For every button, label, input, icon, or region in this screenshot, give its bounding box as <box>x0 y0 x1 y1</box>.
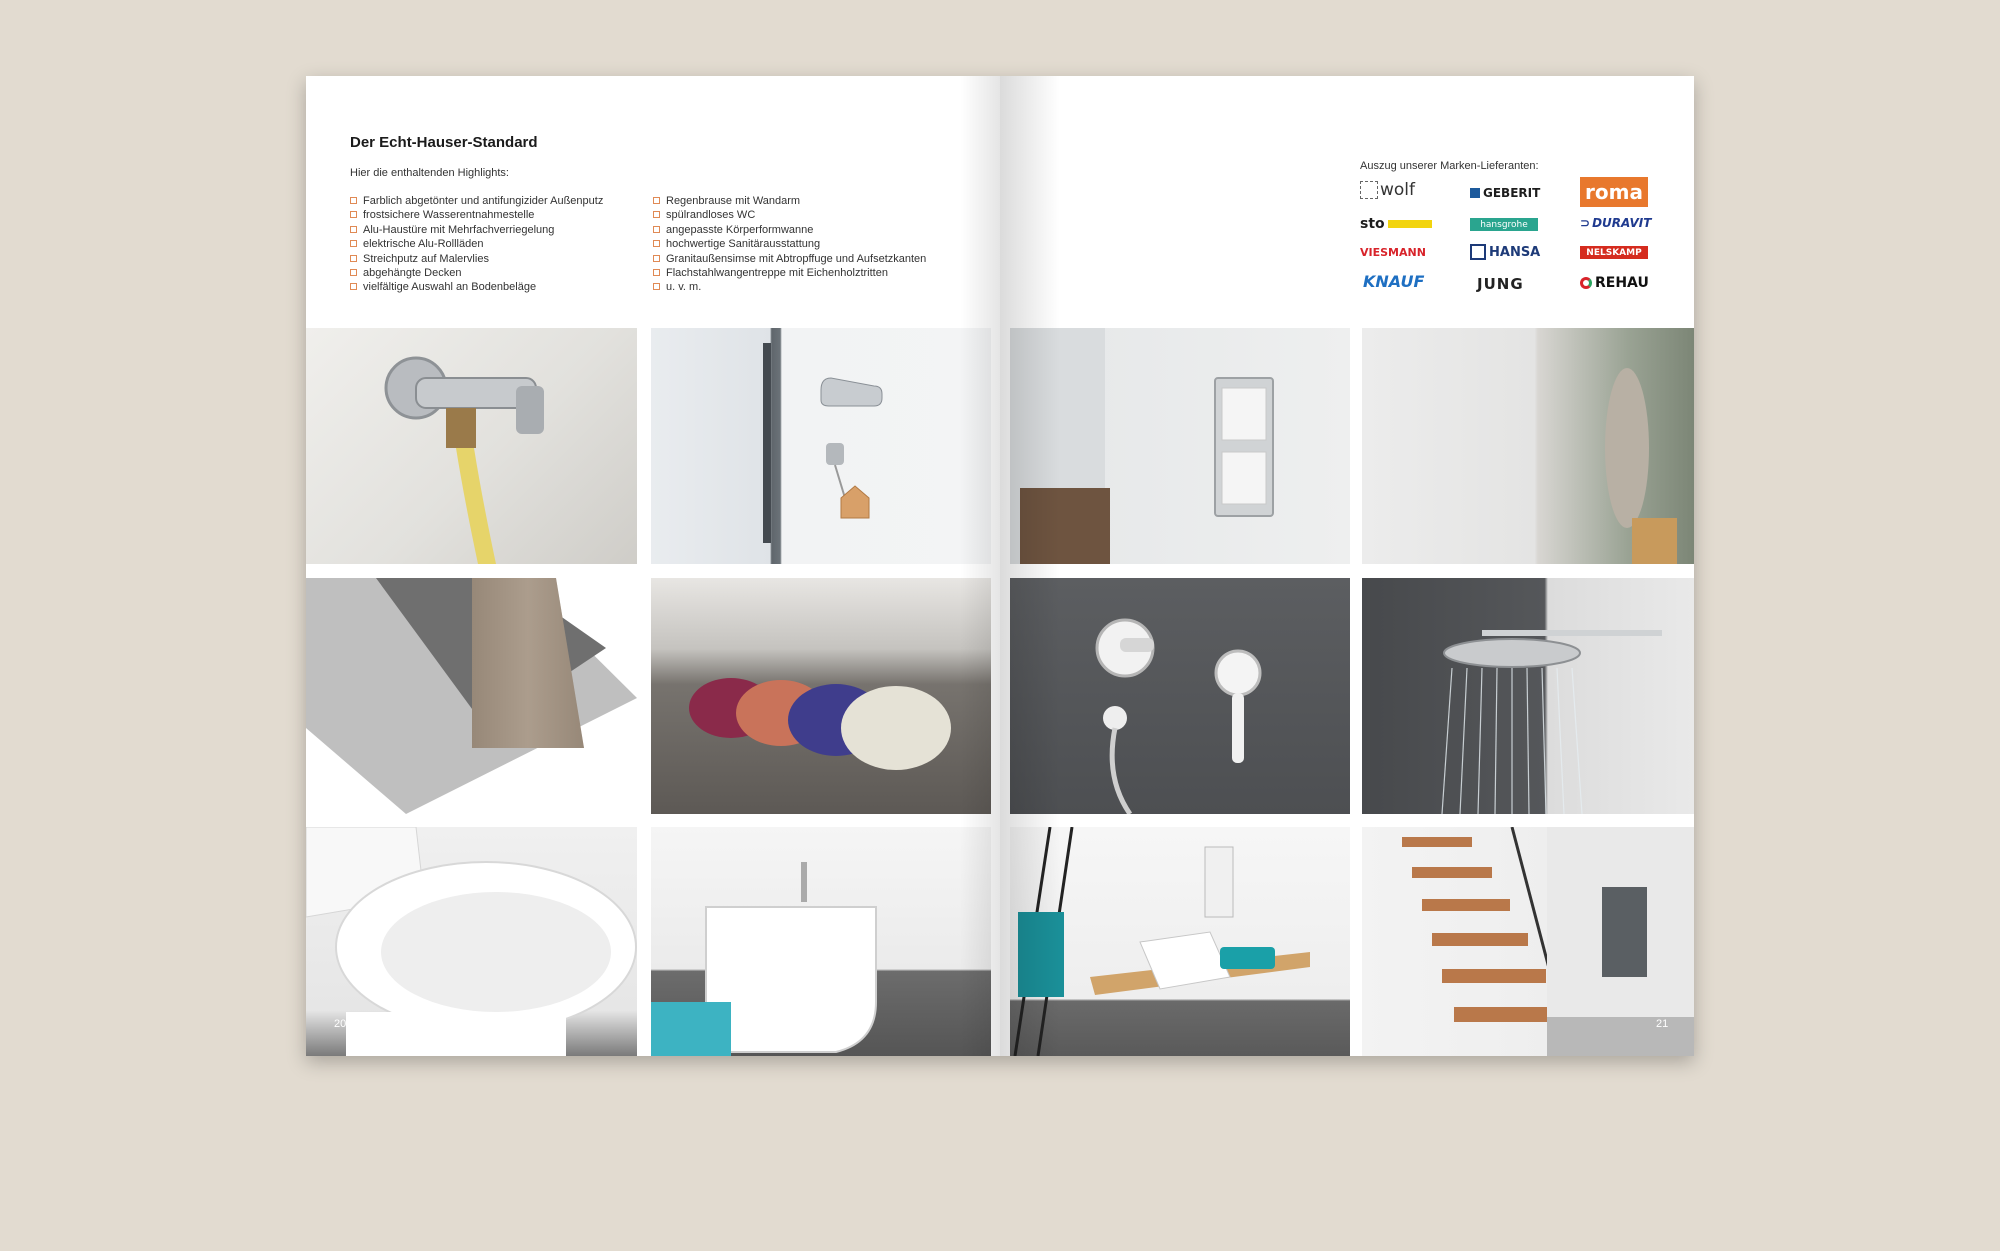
brands-label: Auszug unserer Marken-Lieferanten: <box>1360 160 1539 172</box>
logo-duravit: ⊃ DURAVIT <box>1580 216 1652 230</box>
brochure-spread <box>306 76 1694 1056</box>
photo-bathtub <box>651 827 991 1056</box>
wolf-mark-icon <box>1360 181 1378 199</box>
logo-sto: sto <box>1360 216 1432 232</box>
highlight-item: frostsichere Wasserentnahmestelle <box>350 208 603 222</box>
highlight-item: elektrische Alu-Rollläden <box>350 237 603 251</box>
duravit-mark-icon: ⊃ <box>1580 216 1591 230</box>
logo-roma: roma <box>1580 177 1648 207</box>
highlight-item: hochwertige Sanitärausstattung <box>653 237 926 251</box>
photo-light-switch <box>1010 328 1350 564</box>
highlight-item: Farblich abgetönter und antifungizider Außenputz <box>350 194 603 208</box>
highlights-intro: Hier die enthaltenden Highlights: <box>350 167 509 179</box>
highlight-item: Regenbrause mit Wandarm <box>653 194 926 208</box>
highlights-list-col2 <box>653 194 926 295</box>
photo-washbasin <box>1010 827 1350 1056</box>
logo-rehau: REHAU <box>1580 275 1649 291</box>
highlight-item: angepasste Körperformwanne <box>653 223 926 237</box>
hansa-mark-icon <box>1470 244 1486 260</box>
highlight-item: Streichputz auf Malervlies <box>350 252 603 266</box>
highlight-item: vielfältige Auswahl an Bodenbeläge <box>350 280 603 294</box>
highlight-item: spülrandloses WC <box>653 208 926 222</box>
highlight-item: abgehängte Decken <box>350 266 603 280</box>
highlight-item: Flachstahlwangentreppe mit Eichenholztritten <box>653 266 926 280</box>
logo-viessmann: VIESMANN <box>1360 246 1426 259</box>
photo-floor-samples <box>306 578 637 814</box>
photo-toilet <box>306 827 637 1056</box>
page-number-right: 21 <box>1656 1018 1669 1030</box>
logo-geberit: GEBERIT <box>1470 186 1540 200</box>
page-number-left: 20 <box>334 1018 347 1030</box>
sto-bar-icon <box>1388 220 1432 228</box>
photo-shower-mixer <box>1010 578 1350 814</box>
highlight-item: Granitaußensimse mit Abtropffuge und Aufsetzkanten <box>653 252 926 266</box>
photo-carpet-samples <box>651 578 991 814</box>
left-page <box>306 76 1000 1056</box>
photo-rain-shower <box>1362 578 1694 814</box>
photo-staircase <box>1362 827 1694 1056</box>
logo-wolf: wolf <box>1360 180 1415 200</box>
highlight-item: Alu-Haustüre mit Mehrfachverriegelung <box>350 223 603 237</box>
logo-hansa: HANSA <box>1470 244 1540 260</box>
logo-nelskamp: NELSKAMP <box>1580 246 1648 259</box>
logo-jung: JUNG <box>1477 275 1524 293</box>
highlights-list-col1 <box>350 194 603 295</box>
photo-wall-plaster <box>1362 328 1694 564</box>
highlight-item: u. v. m. <box>653 280 926 294</box>
logo-hansgrohe: hansgrohe <box>1470 218 1538 231</box>
geberit-square-icon <box>1470 188 1480 198</box>
page-heading: Der Echt-Hauser-Standard <box>350 134 538 151</box>
logo-knauf: KNAUF <box>1363 272 1425 291</box>
photo-outdoor-tap <box>306 328 637 564</box>
rehau-mark-icon <box>1580 277 1592 289</box>
right-page <box>1000 76 1694 1056</box>
photo-front-door-lock <box>651 328 991 564</box>
